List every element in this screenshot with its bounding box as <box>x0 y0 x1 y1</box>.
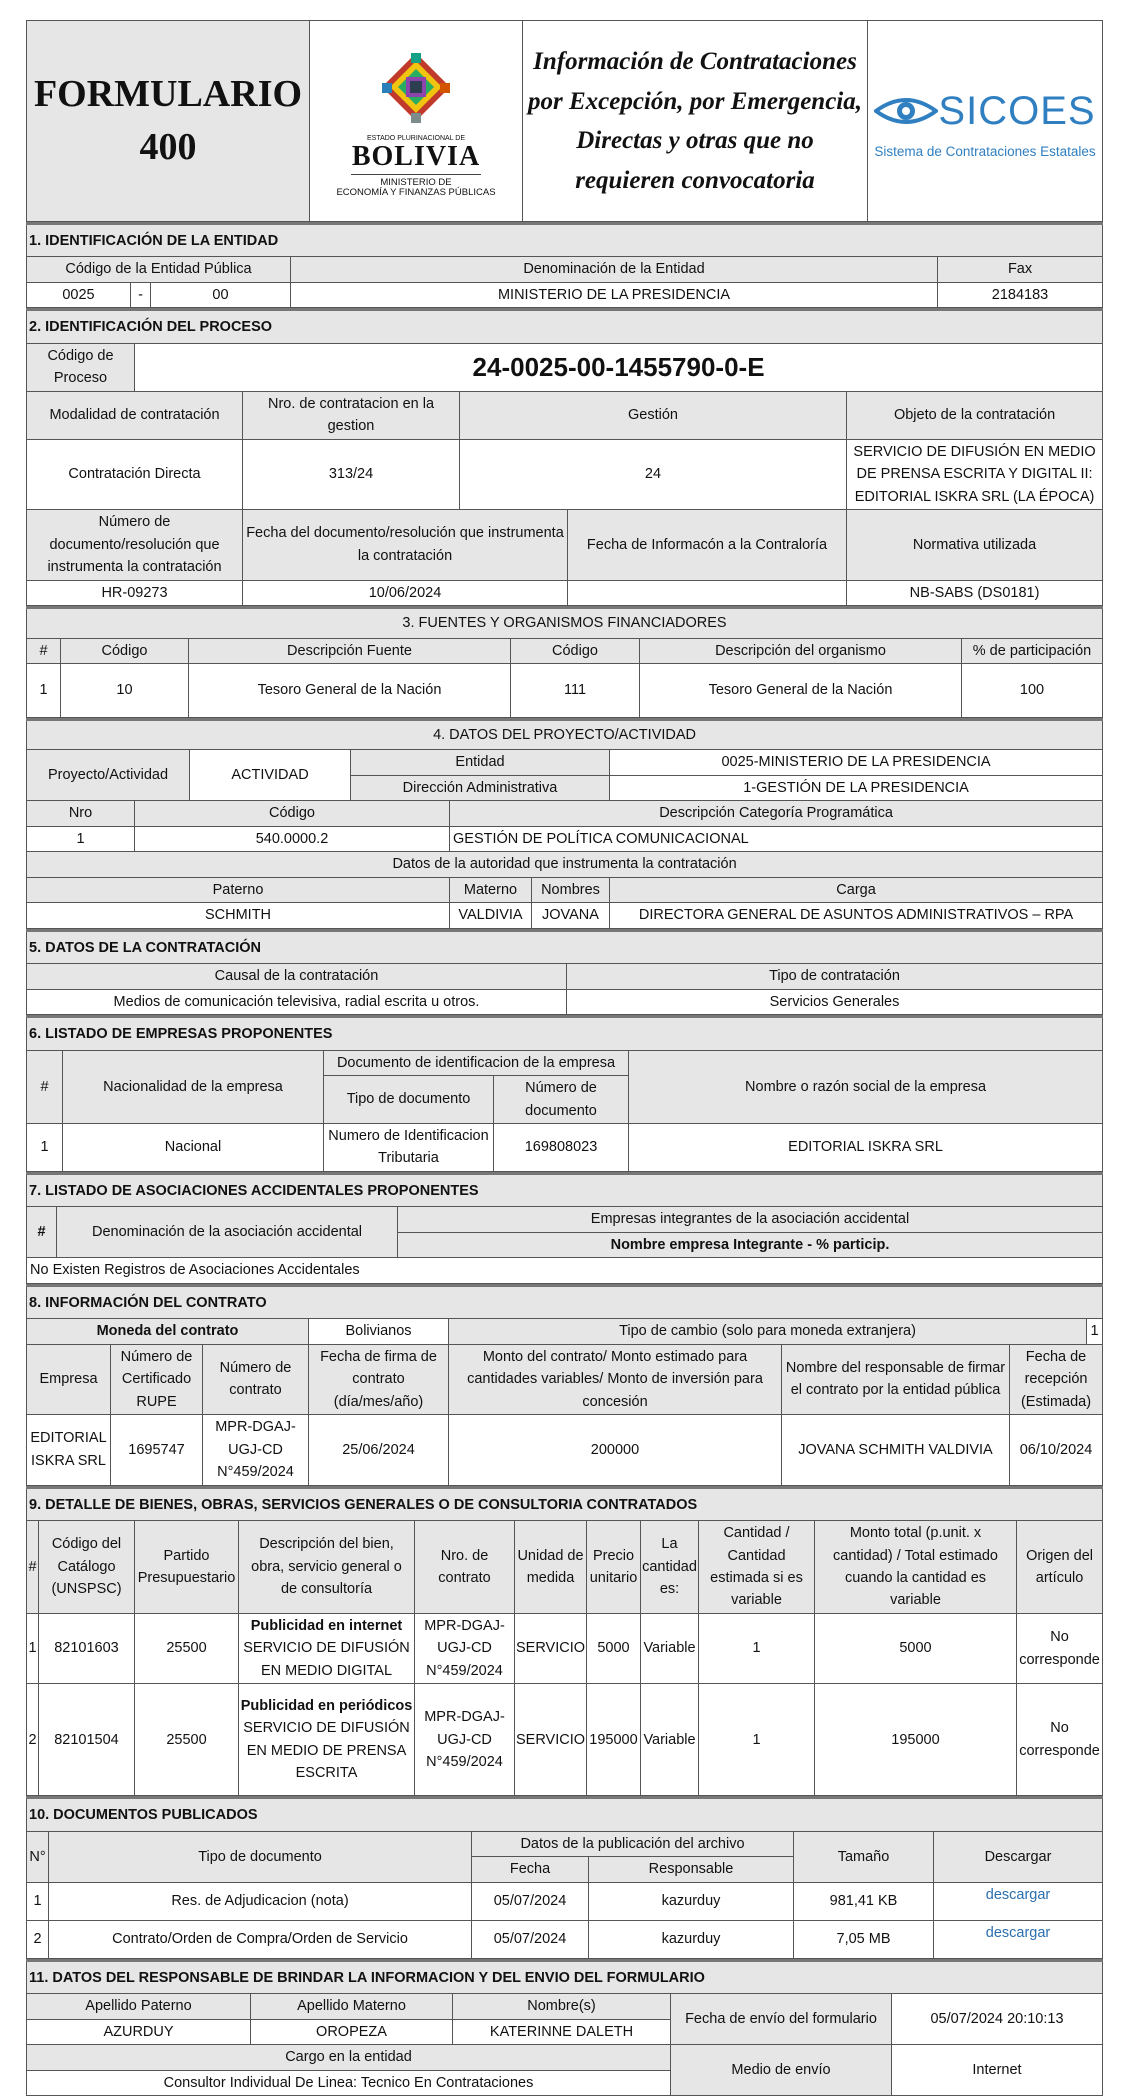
assoc-nombre-header: Nombre empresa Integrante - % particip. <box>398 1232 1103 1257</box>
fechadoc-value: 10/06/2024 <box>243 580 568 605</box>
section-3-funding <box>26 606 1103 718</box>
docs-datos-header: Datos de la publicación del archivo <box>472 1831 794 1856</box>
entity-name-header: Denominación de la Entidad <box>291 257 938 282</box>
section-8-contract <box>26 1284 1103 1486</box>
item-desc-text: SERVICIO DE DIFUSIÓN EN MEDIO DE PRENSA ESCRITA <box>243 1720 410 1782</box>
entity-code-b: 00 <box>151 282 291 307</box>
medio-envio-value: Internet <box>892 2045 1103 2096</box>
razon-social-header: Nombre o razón social de la empresa <box>629 1050 1103 1123</box>
entidad-value: 0025-MINISTERIO DE LA PRESIDENCIA <box>610 750 1103 775</box>
item-desc-title: Publicidad en internet <box>250 1617 403 1634</box>
categoria-nro-header: Nro <box>27 801 135 826</box>
entity-code-a: 0025 <box>27 282 131 307</box>
section-1-entity <box>26 222 1103 308</box>
section-1-title: 1. IDENTIFICACIÓN DE LA ENTIDAD <box>27 224 1103 257</box>
item-monto: 195000 <box>815 1684 1017 1796</box>
doc-fecha: 05/07/2024 <box>472 1882 589 1920</box>
docs-fecha-header: Fecha <box>472 1857 589 1882</box>
section-11-responsible <box>26 1959 1103 2096</box>
contract-header-empresa: Empresa <box>27 1344 111 1414</box>
company-num-doc: 169808023 <box>494 1124 629 1172</box>
table-row <box>27 1684 1103 1796</box>
contract-responsable: JOVANA SCHMITH VALDIVIA <box>782 1415 1010 1485</box>
doc-fecha: 05/07/2024 <box>472 1920 589 1958</box>
item-partida: 25500 <box>135 1684 239 1796</box>
item-desc-title: Publicidad en periódicos <box>240 1697 413 1714</box>
form-400-page <box>26 20 1102 2096</box>
section-8-title: 8. INFORMACIÓN DEL CONTRATO <box>27 1285 1103 1318</box>
docs-num-header: N° <box>27 1831 49 1882</box>
items-header-partida: Partido Presupuestario <box>135 1521 239 1614</box>
nacionalidad-header: Nacionalidad de la empresa <box>63 1050 324 1123</box>
docs-responsable-header: Responsable <box>589 1857 794 1882</box>
materno-header: Materno <box>450 877 532 902</box>
doc-responsable: kazurduy <box>589 1882 794 1920</box>
entity-code-header: Código de la Entidad Pública <box>27 257 291 282</box>
numdoc-header: Número de documento/resolución que instrumenta la contratación <box>27 510 243 580</box>
fechadoc-header: Fecha del documento/resolución que instrumenta la contratación <box>243 510 568 580</box>
cambio-header: Tipo de cambio (solo para moneda extranjera) <box>449 1319 1087 1344</box>
contract-header-recepcion: Fecha de recepción (Estimada) <box>1010 1344 1103 1414</box>
items-header-cantidad: Cantidad / Cantidad estimada si es variable <box>699 1521 815 1614</box>
funding-header-participacion: % de participación <box>962 638 1103 663</box>
contract-header-rupe: Número de Certificado RUPE <box>111 1344 203 1414</box>
download-link[interactable]: descargar <box>985 1924 1051 1941</box>
section-10-title: 10. DOCUMENTOS PUBLICADOS <box>27 1798 1103 1831</box>
items-header-precio: Precio unitario <box>587 1521 641 1614</box>
causal-value: Medios de comunicación televisiva, radial escrita u otros. <box>27 989 567 1014</box>
resp-paterno: AZURDUY <box>27 2019 251 2044</box>
docs-descargar-header: Descargar <box>934 1831 1103 1882</box>
funding-codigo-org: 111 <box>511 663 640 717</box>
fechainf-header: Fecha de Informacón a la Contraloría <box>568 510 847 580</box>
resp-materno: OROPEZA <box>251 2019 453 2044</box>
item-num: 1 <box>27 1613 39 1683</box>
moneda-value: Bolivianos <box>309 1319 449 1344</box>
section-4-project <box>26 718 1103 929</box>
proyecto-value: ACTIVIDAD <box>190 750 351 801</box>
table-row <box>27 1124 1103 1172</box>
docs-tipo-header: Tipo de documento <box>49 1831 472 1882</box>
docs-tamano-header: Tamaño <box>794 1831 934 1882</box>
logo-divider <box>351 174 481 175</box>
nombres-header: Nombres <box>532 877 610 902</box>
item-cantidad: 1 <box>699 1684 815 1796</box>
num-doc-header: Número de documento <box>494 1076 629 1124</box>
nro-contratacion-value: 313/24 <box>243 439 460 509</box>
nro-contratacion-header: Nro. de contratacion en la gestion <box>243 391 460 439</box>
company-num: 1 <box>27 1124 63 1172</box>
contract-rupe: 1695747 <box>111 1415 203 1485</box>
table-row <box>27 1613 1103 1683</box>
doc-tamano: 981,41 KB <box>794 1882 934 1920</box>
resp-nombres: KATERINNE DALETH <box>453 2019 671 2044</box>
categoria-desc: GESTIÓN DE POLÍTICA COMUNICACIONAL <box>450 826 1103 851</box>
logo-small-text: ESTADO PLURINACIONAL DE <box>366 135 466 143</box>
section-5-title: 5. DATOS DE LA CONTRATACIÓN <box>27 930 1103 963</box>
resp-materno-header: Apellido Materno <box>251 1994 453 2019</box>
form-title <box>27 21 310 222</box>
funding-header-fuente: Descripción Fuente <box>189 638 511 663</box>
normativa-value: NB-SABS (DS0181) <box>847 580 1103 605</box>
fechainf-value <box>568 580 847 605</box>
section-4-title: 4. DATOS DEL PROYECTO/ACTIVIDAD <box>27 719 1103 749</box>
contract-empresa: EDITORIAL ISKRA SRL <box>27 1415 111 1485</box>
item-unidad: SERVICIO <box>515 1613 587 1683</box>
item-contrato: MPR-DGAJ-UGJ-CD N°459/2024 <box>415 1613 515 1683</box>
section-5-contracting <box>26 929 1103 1015</box>
paterno-header: Paterno <box>27 877 450 902</box>
resp-paterno-header: Apellido Paterno <box>27 1994 251 2019</box>
section-11-title: 11. DATOS DEL RESPONSABLE DE BRINDAR LA INFORMACION Y DEL ENVIO DEL FORMULARIO <box>27 1960 1103 1993</box>
ministry-line2: ECONOMÍA Y FINANZAS PÚBLICAS <box>336 187 496 199</box>
item-contrato: MPR-DGAJ-UGJ-CD N°459/2024 <box>415 1684 515 1796</box>
sicoes-name: SICOES <box>938 88 1096 133</box>
table-row <box>27 1920 1103 1958</box>
assoc-empty-message: No Existen Registros de Asociaciones Accidentales <box>27 1258 1103 1283</box>
funding-header-codigo: Código <box>61 638 189 663</box>
objeto-value: SERVICIO DE DIFUSIÓN EN MEDIO DE PRENSA ESCRITA Y DIGITAL II: EDITORIAL ISKRA SRL (LA ÉPOCA) <box>847 439 1103 509</box>
section-7-associations <box>26 1172 1103 1284</box>
company-nombre: EDITORIAL ISKRA SRL <box>629 1124 1103 1172</box>
contract-fecha-firma: 25/06/2024 <box>309 1415 449 1485</box>
process-code-header: Código de Proceso <box>27 343 135 391</box>
download-link[interactable]: descargar <box>985 1886 1051 1903</box>
funding-header-organismo: Descripción del organismo <box>640 638 962 663</box>
item-codigo: 82101504 <box>39 1684 135 1796</box>
entity-code-dash: - <box>131 282 151 307</box>
sicoes-subtitle: Sistema de Contrataciones Estatales <box>874 143 1096 159</box>
items-header-codigo: Código del Catálogo (UNSPSC) <box>39 1521 135 1614</box>
moneda-header: Moneda del contrato <box>27 1319 309 1344</box>
companies-num-header: # <box>27 1050 63 1123</box>
categoria-codigo-header: Código <box>135 801 450 826</box>
item-precio: 5000 <box>587 1613 641 1683</box>
proyecto-header: Proyecto/Actividad <box>27 750 190 801</box>
contract-numero: MPR-DGAJ-UGJ-CD N°459/2024 <box>203 1415 309 1485</box>
info-title: Información de Contrataciones por Excepción, por Emergencia, Directas y otras que no requieren convocatoria <box>527 48 862 194</box>
resp-nombres-header: Nombre(s) <box>453 1994 671 2019</box>
table-row <box>27 663 1103 717</box>
logo-country-text: BOLIVIA <box>351 140 481 172</box>
section-7-title: 7. LISTADO DE ASOCIACIONES ACCIDENTALES PROPONENTES <box>27 1173 1103 1206</box>
items-header-origen: Origen del artículo <box>1017 1521 1103 1614</box>
categoria-desc-header: Descripción Categoría Programática <box>450 801 1103 826</box>
cambio-value: 1 <box>1087 1319 1103 1344</box>
doc-num: 1 <box>27 1882 49 1920</box>
section-2-title: 2. IDENTIFICACIÓN DEL PROCESO <box>27 310 1103 343</box>
doc-tamano: 7,05 MB <box>794 1920 934 1958</box>
sicoes-logo-cell <box>868 21 1103 222</box>
fecha-envio-header: Fecha de envío del formulario <box>671 1994 892 2045</box>
direccion-header: Dirección Administrativa <box>351 775 610 800</box>
funding-organismo: Tesoro General de la Nación <box>640 663 962 717</box>
cargo-value: Consultor Individual De Linea: Tecnico En Contrataciones <box>27 2070 671 2096</box>
bolivia-coat-of-arms-logo <box>376 51 456 133</box>
entity-fax: 2184183 <box>938 282 1103 307</box>
paterno-value: SCHMITH <box>27 903 450 928</box>
tipo-doc-header: Tipo de documento <box>324 1076 494 1124</box>
contract-recepcion: 06/10/2024 <box>1010 1415 1103 1485</box>
normativa-header: Normativa utilizada <box>847 510 1103 580</box>
nombres-value: JOVANA <box>532 903 610 928</box>
ministry-line1: MINISTERIO DE <box>380 176 452 188</box>
item-precio: 195000 <box>587 1684 641 1796</box>
form-header <box>26 20 1103 222</box>
items-header-num: # <box>27 1521 39 1614</box>
item-origen: No corresponde <box>1017 1613 1103 1683</box>
doc-num: 2 <box>27 1920 49 1958</box>
item-origen: No corresponde <box>1017 1684 1103 1796</box>
objeto-header: Objeto de la contratación <box>847 391 1103 439</box>
process-code: 24-0025-00-1455790-0-E <box>135 343 1103 391</box>
contract-header-numero: Número de contrato <box>203 1344 309 1414</box>
carga-header: Carga <box>610 877 1103 902</box>
doc-download-cell <box>934 1920 1103 1958</box>
entidad-header: Entidad <box>351 750 610 775</box>
funding-num: 1 <box>27 663 61 717</box>
tipo-contratacion-header: Tipo de contratación <box>567 964 1103 989</box>
items-header-tipo: La cantidad es: <box>641 1521 699 1614</box>
table-row <box>27 1415 1103 1485</box>
section-10-documents <box>26 1796 1103 1958</box>
bolivia-logo-cell <box>310 21 523 222</box>
cargo-header: Cargo en la entidad <box>27 2045 671 2071</box>
tipo-contratacion-value: Servicios Generales <box>567 989 1103 1014</box>
modalidad-header: Modalidad de contratación <box>27 391 243 439</box>
direccion-value: 1-GESTIÓN DE LA PRESIDENCIA <box>610 775 1103 800</box>
numdoc-value: HR-09273 <box>27 580 243 605</box>
doc-tipo: Res. de Adjudicacion (nota) <box>49 1882 472 1920</box>
doc-tipo: Contrato/Orden de Compra/Orden de Servicio <box>49 1920 472 1958</box>
contract-monto: 200000 <box>449 1415 782 1485</box>
materno-value: VALDIVIA <box>450 903 532 928</box>
item-monto: 5000 <box>815 1613 1017 1683</box>
company-nacionalidad: Nacional <box>63 1124 324 1172</box>
funding-fuente: Tesoro General de la Nación <box>189 663 511 717</box>
funding-header-codigo-org: Código <box>511 638 640 663</box>
doc-id-header: Documento de identificacion de la empresa <box>324 1050 629 1075</box>
contract-header-fecha-firma: Fecha de firma de contrato (día/mes/año) <box>309 1344 449 1414</box>
categoria-codigo: 540.0000.2 <box>135 826 450 851</box>
gestion-value: 24 <box>460 439 847 509</box>
section-9-title: 9. DETALLE DE BIENES, OBRAS, SERVICIOS GENERALES O DE CONSULTORIA CONTRATADOS <box>27 1487 1103 1520</box>
doc-responsable: kazurduy <box>589 1920 794 1958</box>
section-2-process <box>26 308 1103 606</box>
fecha-envio-value: 05/07/2024 20:10:13 <box>892 1994 1103 2045</box>
modalidad-value: Contratación Directa <box>27 439 243 509</box>
item-partida: 25500 <box>135 1613 239 1683</box>
gestion-header: Gestión <box>460 391 847 439</box>
assoc-num-header: # <box>27 1207 57 1258</box>
autoridad-header: Datos de la autoridad que instrumenta la contratación <box>27 852 1103 877</box>
item-tipo: Variable <box>641 1613 699 1683</box>
item-num: 2 <box>27 1684 39 1796</box>
item-desc <box>239 1613 415 1683</box>
medio-envio-header: Medio de envío <box>671 2045 892 2096</box>
items-header-monto: Monto total (p.unit. x cantidad) / Total estimado cuando la cantidad es variable <box>815 1521 1017 1614</box>
company-tipo-doc: Numero de Identificacion Tributaria <box>324 1124 494 1172</box>
funding-header-num: # <box>27 638 61 663</box>
entity-name: MINISTERIO DE LA PRESIDENCIA <box>291 282 938 307</box>
form-title-line2: 400 <box>139 126 197 168</box>
table-row <box>27 1882 1103 1920</box>
items-header-unidad: Unidad de medida <box>515 1521 587 1614</box>
contract-header-monto: Monto del contrato/ Monto estimado para cantidades variables/ Monto de inversión para concesión <box>449 1344 782 1414</box>
section-6-companies <box>26 1015 1103 1172</box>
categoria-nro: 1 <box>27 826 135 851</box>
sicoes-eye-logo <box>874 89 938 133</box>
causal-header: Causal de la contratación <box>27 964 567 989</box>
item-cantidad: 1 <box>699 1613 815 1683</box>
item-codigo: 82101603 <box>39 1613 135 1683</box>
fax-header: Fax <box>938 257 1103 282</box>
assoc-empresas-header: Empresas integrantes de la asociación accidental <box>398 1207 1103 1232</box>
section-9-items <box>26 1486 1103 1797</box>
funding-codigo: 10 <box>61 663 189 717</box>
item-unidad: SERVICIO <box>515 1684 587 1796</box>
contract-header-responsable: Nombre del responsable de firmar el contrato por la entidad pública <box>782 1344 1010 1414</box>
items-header-desc: Descripción del bien, obra, servicio general o de consultoría <box>239 1521 415 1614</box>
item-desc <box>239 1684 415 1796</box>
section-6-title: 6. LISTADO DE EMPRESAS PROPONENTES <box>27 1017 1103 1050</box>
carga-value: DIRECTORA GENERAL DE ASUNTOS ADMINISTRATIVOS – RPA <box>610 903 1103 928</box>
item-desc-text: SERVICIO DE DIFUSIÓN EN MEDIO DIGITAL <box>243 1640 410 1679</box>
item-tipo: Variable <box>641 1684 699 1796</box>
assoc-denom-header: Denominación de la asociación accidental <box>57 1207 398 1258</box>
section-3-title: 3. FUENTES Y ORGANISMOS FINANCIADORES <box>27 608 1103 638</box>
items-header-contrato: Nro. de contrato <box>415 1521 515 1614</box>
info-title-cell <box>523 21 868 222</box>
funding-participacion: 100 <box>962 663 1103 717</box>
form-title-line1: FORMULARIO <box>33 72 303 115</box>
doc-download-cell <box>934 1882 1103 1920</box>
